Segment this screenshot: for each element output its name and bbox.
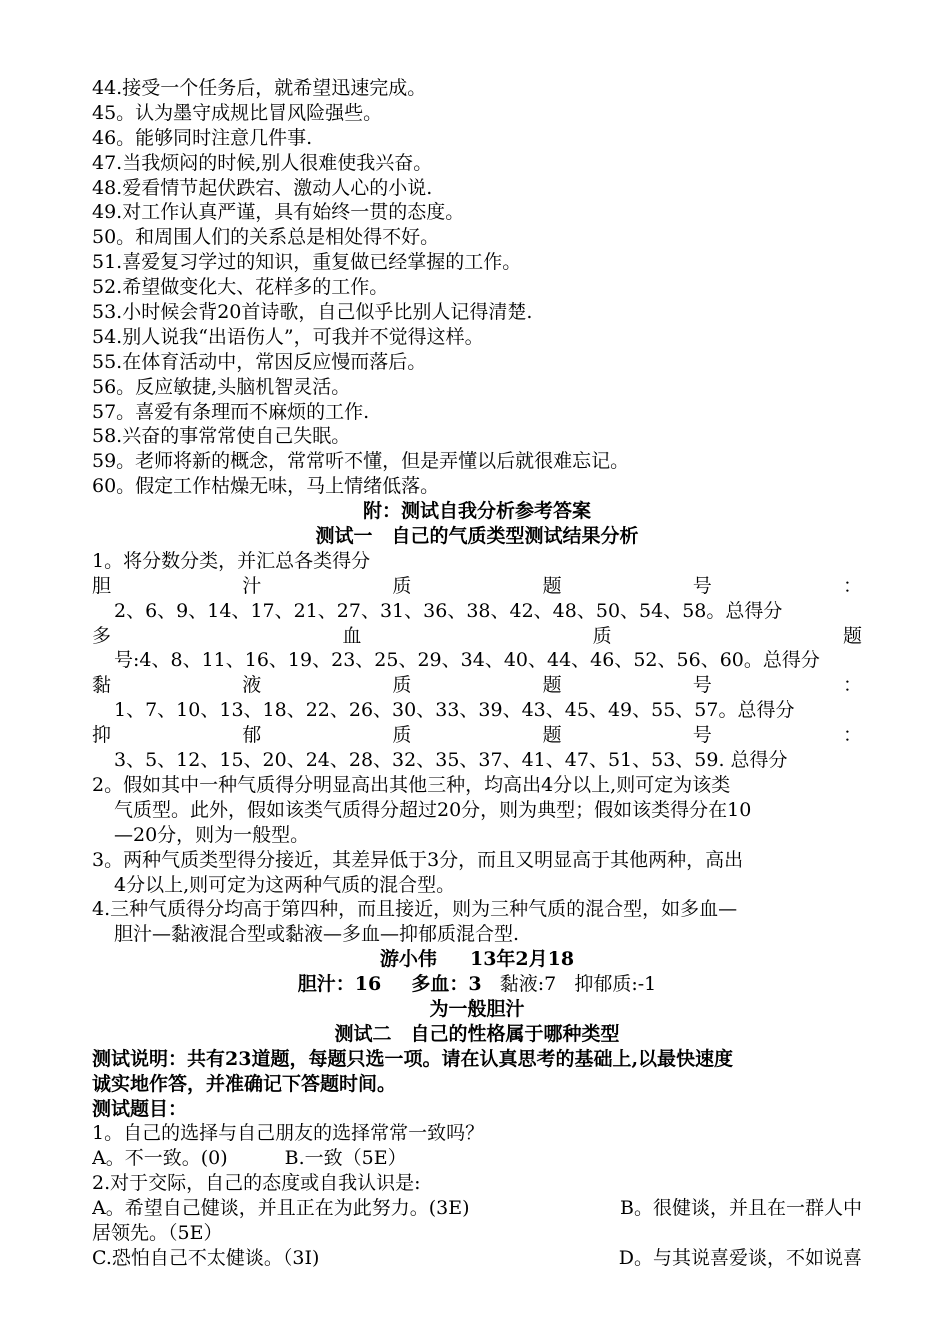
item-60: 60。假定工作枯燥无味，马上情绪低落。: [92, 475, 440, 498]
date-text: 13年2月18: [469, 948, 575, 971]
appendix-title: 附：测试自我分析参考答案: [362, 500, 591, 523]
rule2-line: 气质型。此外，假如该类气质得分超过20分，则为典型；假如该类得分在10: [114, 798, 752, 821]
score-sanguine: 多血：3: [411, 973, 482, 996]
rule4-line: 4.三种气质得分均高于第四种，而且接近，则为三种气质的混合型，如多血—: [92, 898, 738, 921]
question-2: 2.对于交际，自己的态度或自我认识是:: [92, 1172, 421, 1195]
score-choleric: 胆汁：16: [297, 973, 382, 996]
melancholic-heading: [92, 723, 862, 748]
item-47: 47.当我烦闷的时候,别人很难使我兴奋。: [92, 151, 433, 174]
option-c: C.恐怕自己不太健谈。（3I): [92, 1246, 320, 1269]
phlegmatic-word: 质: [392, 674, 412, 697]
item-59: 59。老师将新的概念，常常听不懂，但是弄懂以后就很难忘记。: [92, 450, 630, 473]
choleric-word: ：: [842, 574, 862, 597]
verdict-text: 为一般胆汁: [429, 997, 525, 1020]
author-name: 游小伟: [379, 948, 437, 971]
choleric-word: 号: [692, 574, 712, 597]
option-d: D。与其说喜爱谈，不如说喜: [618, 1246, 862, 1269]
choleric-word: 质: [392, 574, 412, 597]
phlegmatic-word: 黏: [92, 674, 112, 697]
item-57: 57。喜爱有条理而不麻烦的工作.: [92, 400, 370, 423]
phlegmatic-word: 号: [692, 674, 712, 697]
item-58: 58.兴奋的事常常使自己失眠。: [92, 425, 351, 448]
rule2-line: —20分，则为一般型。: [114, 823, 310, 846]
melancholic-word: ：: [842, 724, 862, 747]
item-51: 51.喜爱复习学过的知识，重复做已经掌握的工作。: [92, 251, 522, 274]
melancholic-word: 郁: [242, 724, 262, 747]
item-48: 48.爱看情节起伏跌宕、激动人心的小说.: [92, 176, 433, 199]
item-56: 56。反应敏捷,头脑机智灵活。: [92, 375, 351, 398]
melancholic-list: 3、5、12、15、20、24、28、32、35、37、41、47、51、53、59. 总得分: [114, 749, 788, 772]
step1-text: 1。将分数分类，并汇总各类得分: [92, 549, 371, 572]
sanguine-word: 多: [92, 624, 112, 647]
option-a: A。希望自己健谈，并且正在为此努力。(3E): [92, 1197, 470, 1220]
test2-intro-line: 测试说明：共有23道题，每题只选一项。请在认真思考的基础上,以最快速度: [92, 1047, 734, 1070]
item-54: 54.别人说我“出语伤人”，可我并不觉得这样。: [92, 325, 484, 348]
test2-intro-line: 诚实地作答，并准确记下答题时间。: [92, 1072, 397, 1095]
rule2-line: 2。假如其中一种气质得分明显高出其他三种，均高出4分以上,则可定为该类: [92, 773, 731, 796]
test1-title: 测试一 自己的气质类型测试结果分析: [315, 525, 639, 548]
sanguine-word: 题: [842, 624, 862, 647]
test2-title: 测试二 自己的性格属于哪种类型: [334, 1022, 620, 1045]
question-1: 1。自己的选择与自己朋友的选择常常一致吗？: [92, 1122, 485, 1145]
melancholic-word: 抑: [92, 724, 112, 747]
choleric-word: 题: [542, 574, 562, 597]
phlegmatic-word: ：: [842, 674, 862, 697]
option-b: B。很健谈，并且在一群人中: [620, 1197, 862, 1220]
rule4-line: 胆汁—黏液混合型或黏液—多血—抑郁质混合型.: [114, 923, 520, 946]
question-2-options-ab: [92, 1196, 862, 1221]
phlegmatic-word: 题: [542, 674, 562, 697]
scores-line: [92, 972, 862, 997]
question-2-options-cd: [92, 1246, 862, 1271]
item-46: 46。能够同时注意几件事.: [92, 126, 313, 149]
choleric-word: 汁: [242, 574, 262, 597]
sanguine-list: 号:4、8、11、16、19、23、25、29、34、40、44、46、52、56、60。总得分: [114, 649, 820, 672]
choleric-word: 胆: [92, 574, 112, 597]
sanguine-heading: [92, 624, 862, 649]
item-50: 50。和周围人们的关系总是相处得不好。: [92, 226, 440, 249]
item-45: 45。认为墨守成规比冒风险强些。: [92, 101, 383, 124]
item-55: 55.在体育活动中，常因反应慢而落后。: [92, 350, 427, 373]
item-49: 49.对工作认真严谨，具有始终一贯的态度。: [92, 201, 465, 224]
test2-items-label: 测试题目：: [92, 1097, 188, 1120]
question-1-options: A。不一致。(0) B.一致（5E）: [92, 1147, 407, 1170]
item-53: 53.小时候会背20首诗歌，自己似乎比别人记得清楚.: [92, 301, 533, 324]
melancholic-word: 号: [692, 724, 712, 747]
choleric-list: 2、6、9、14、17、21、27、31、36、38、42、48、50、54、58。总得分: [114, 599, 783, 622]
melancholic-word: 题: [542, 724, 562, 747]
sanguine-word: 血: [342, 624, 362, 647]
sanguine-word: 质: [592, 624, 612, 647]
rule3-line: 3。两种气质类型得分接近，其差异低于3分，而且又明显高于其他两种，高出: [92, 848, 744, 871]
item-52: 52.希望做变化大、花样多的工作。: [92, 276, 389, 299]
score-melancholic: 抑郁质:-1: [574, 973, 657, 996]
author-date-line: [92, 947, 862, 972]
phlegmatic-word: 液: [242, 674, 262, 697]
phlegmatic-list: 1、7、10、13、18、22、26、30、33、39、43、45、49、55、57。总得分: [114, 699, 795, 722]
choleric-heading: [92, 574, 862, 599]
score-phlegmatic: 黏液:7: [499, 973, 557, 996]
melancholic-word: 质: [392, 724, 412, 747]
phlegmatic-heading: [92, 673, 862, 698]
rule3-line: 4分以上,则可定为这两种气质的混合型。: [114, 873, 456, 896]
item-44: 44.接受一个任务后，就希望迅速完成。: [92, 77, 427, 99]
document-page: [92, 76, 862, 1271]
option-b-continued: 居领先。（5E）: [92, 1221, 223, 1244]
